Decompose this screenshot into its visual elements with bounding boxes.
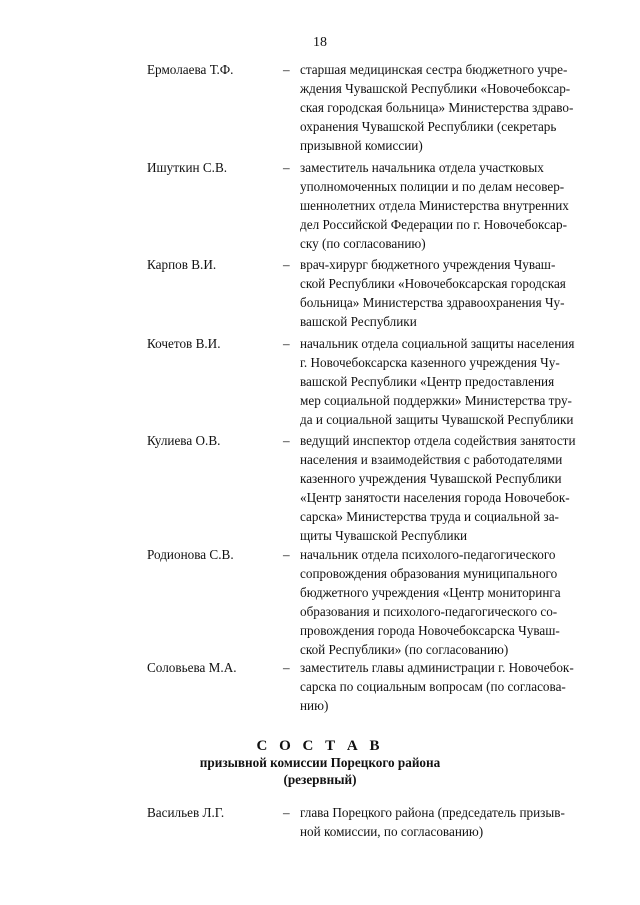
role-line: заместитель начальника отдела участковых [300, 160, 544, 175]
page-number: 18 [313, 35, 327, 50]
member-name: Васильев Л.Г. [147, 805, 225, 820]
role-line: старшая медицинская сестра бюджетного учре- [300, 62, 568, 77]
dash: – [283, 805, 290, 820]
member-name: Соловьева М.А. [147, 660, 237, 675]
section-title: С О С Т А В [256, 738, 384, 754]
member-role [300, 803, 640, 841]
role-line: начальник отдела социальной защиты населения [300, 336, 575, 351]
role-line: уполномоченных полиции и по делам несовер- [300, 179, 565, 194]
member-role [300, 658, 640, 715]
member-role [300, 60, 640, 155]
dash: – [283, 257, 290, 272]
role-line: ждения Чувашской Республики «Новочебоксар- [300, 81, 571, 96]
role-line: казенного учреждения Чувашской Республики [300, 471, 562, 486]
role-line: бюджетного учреждения «Центр мониторинга [300, 585, 561, 600]
member-role [300, 431, 640, 545]
member-role [300, 158, 640, 253]
member-name: Ишуткин С.В. [147, 160, 228, 175]
role-line: образования и психолого-педагогического со- [300, 604, 558, 619]
member-role [300, 255, 640, 331]
dash: – [283, 433, 290, 448]
member-name: Кочетов В.И. [147, 336, 221, 351]
member-name: Ермолаева Т.Ф. [147, 62, 234, 77]
role-line: щиты Чувашской Республики [300, 528, 468, 543]
role-line: г. Новочебоксарска казенного учреждения Чу- [300, 355, 560, 370]
member-name: Карпов В.И. [147, 257, 217, 272]
role-line: «Центр занятости населения города Новочебок- [300, 490, 570, 505]
member-name: Кулиева О.В. [147, 433, 221, 448]
role-line: ской Республики «Новочебоксарская городская [300, 276, 566, 291]
role-line: вашской Республики [300, 314, 417, 329]
role-line: ску (по согласованию) [300, 236, 426, 251]
member-role [300, 334, 640, 429]
section-subtitle: призывной комиссии Порецкого района [199, 755, 441, 770]
role-line: населения и взаимодействия с работодателями [300, 452, 563, 467]
role-line: провождения города Новочебоксарска Чуваш- [300, 623, 560, 638]
dash: – [283, 62, 290, 77]
role-line: да и социальной защиты Чувашской Республики [300, 412, 574, 427]
role-line: больница» Министерства здравоохранения Чу- [300, 295, 565, 310]
member-name: Родионова С.В. [147, 547, 234, 562]
role-line: врач-хирург бюджетного учреждения Чуваш- [300, 257, 556, 272]
dash: – [283, 660, 290, 675]
member-role [300, 545, 640, 659]
dash: – [283, 547, 290, 562]
role-line: сопровождения образования муниципального [300, 566, 558, 581]
role-line: мер социальной поддержки» Министерства тру- [300, 393, 572, 408]
role-line: шеннолетних отдела Министерства внутренних [300, 198, 569, 213]
role-line: сарска» Министерства труда и социальной за- [300, 509, 559, 524]
role-line: нию) [300, 698, 329, 713]
role-line: ская городская больница» Министерства здраво- [300, 100, 574, 115]
role-line: охранения Чувашской Республики (секретарь [300, 119, 557, 134]
role-line: ской Республики» (по согласованию) [300, 642, 509, 657]
role-line: вашской Республики «Центр предоставления [300, 374, 555, 389]
role-line: дел Российской Федерации по г. Новочебоксар- [300, 217, 567, 232]
role-line: призывной комиссии) [300, 138, 423, 153]
role-line: ведущий инспектор отдела содействия занятости [300, 433, 576, 448]
role-line: начальник отдела психолого-педагогического [300, 547, 556, 562]
dash: – [283, 160, 290, 175]
role-line: ной комиссии, по согласованию) [300, 824, 484, 839]
dash: – [283, 336, 290, 351]
section-subtitle-reserve: (резервный) [283, 772, 357, 787]
role-line: сарска по социальным вопросам (по согласова- [300, 679, 566, 694]
role-line: заместитель главы администрации г. Новочебок- [300, 660, 574, 675]
role-line: глава Порецкого района (председатель призыв- [300, 805, 565, 820]
